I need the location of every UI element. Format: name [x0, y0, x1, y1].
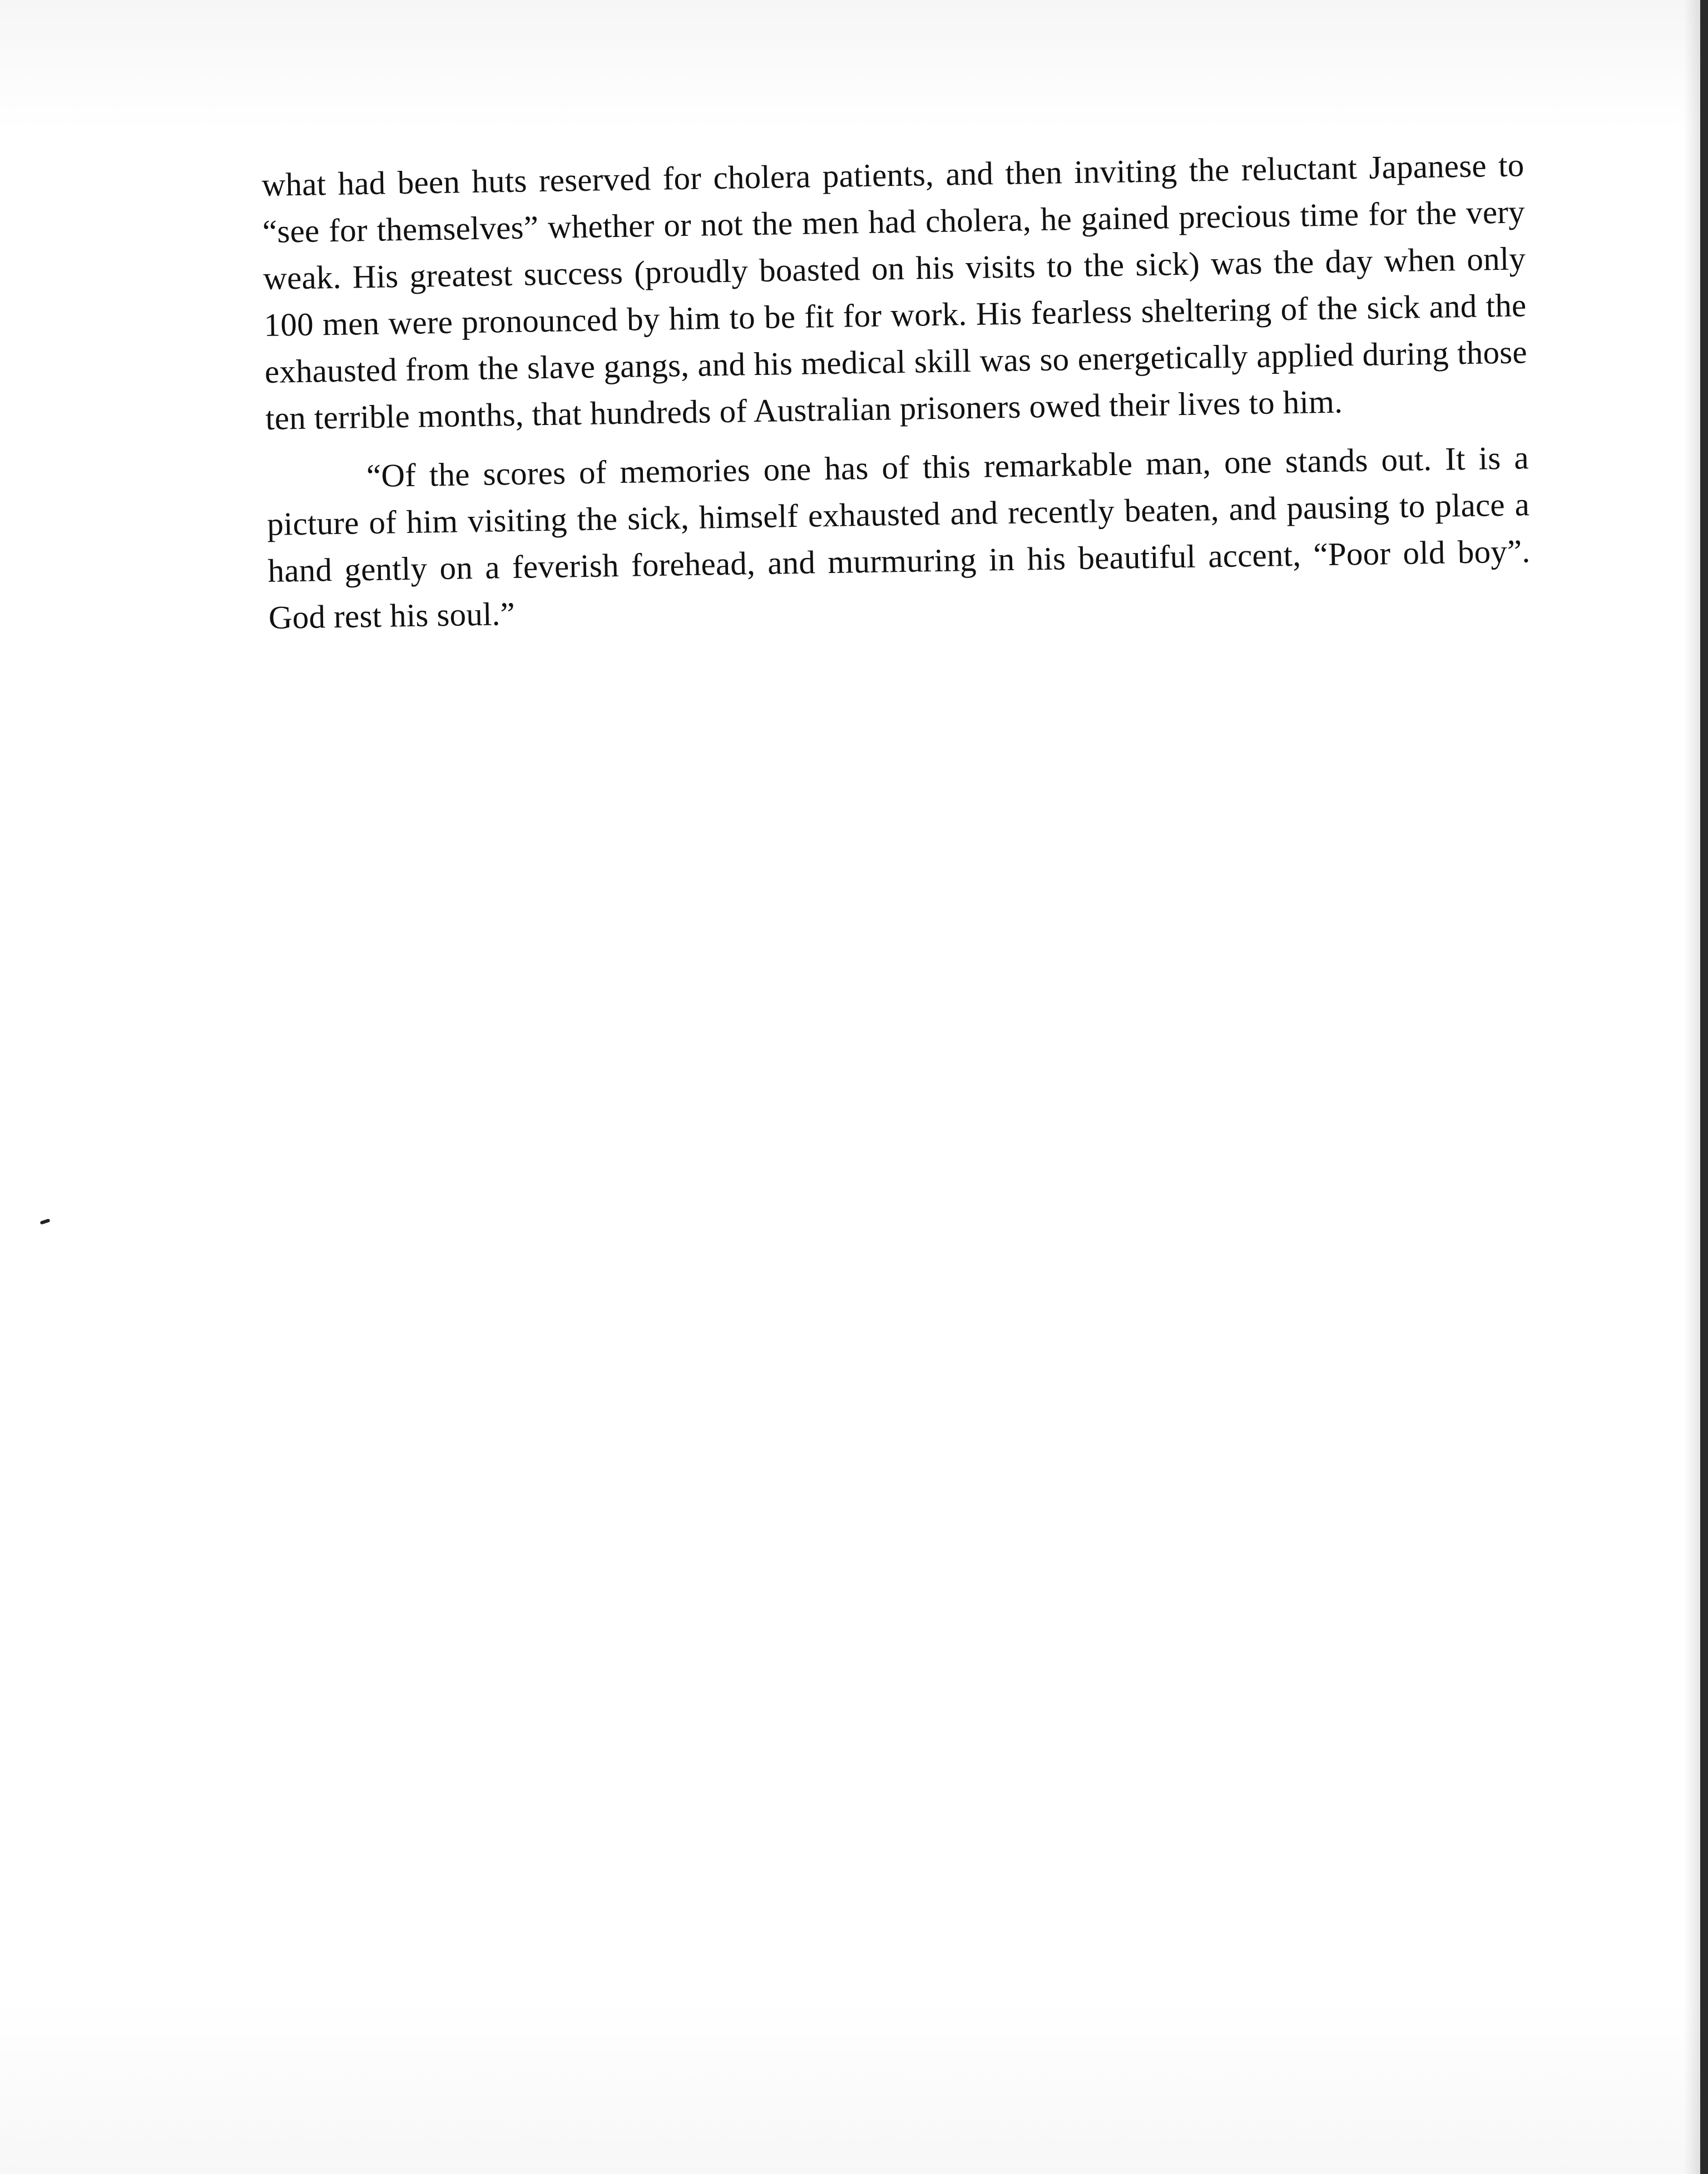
page-edge: [1700, 0, 1708, 2174]
page-edge-shadow: [1684, 0, 1700, 2174]
document-body: [261, 141, 1531, 641]
paragraph-quote: “Of the scores of memories one has of this remarkable man, one stands out. It is a picture of him visiting the sick, himself exhausted and recently beaten, and pausing to place a hand gently on a feverish forehead, and murmuring in his beautiful accent, “Poor old boy”. God rest his soul.”: [266, 439, 1531, 636]
paragraph-continuation: what had been huts reserved for cholera patients, and then inviting the reluctant Japanese to “see for themselves” whether or not the men had cholera, he gained precious time for the very weak. His greatest success (proudly boasted on his visits to the sick) was the day when only 100 men were pronounced by him to be fit for work. His fearless sheltering of the sick and the exhausted from the slave gangs, and his medical skill was so energetically applied during those ten terrible months, that hundreds of Australian prisoners owed their lives to him.: [261, 146, 1528, 437]
